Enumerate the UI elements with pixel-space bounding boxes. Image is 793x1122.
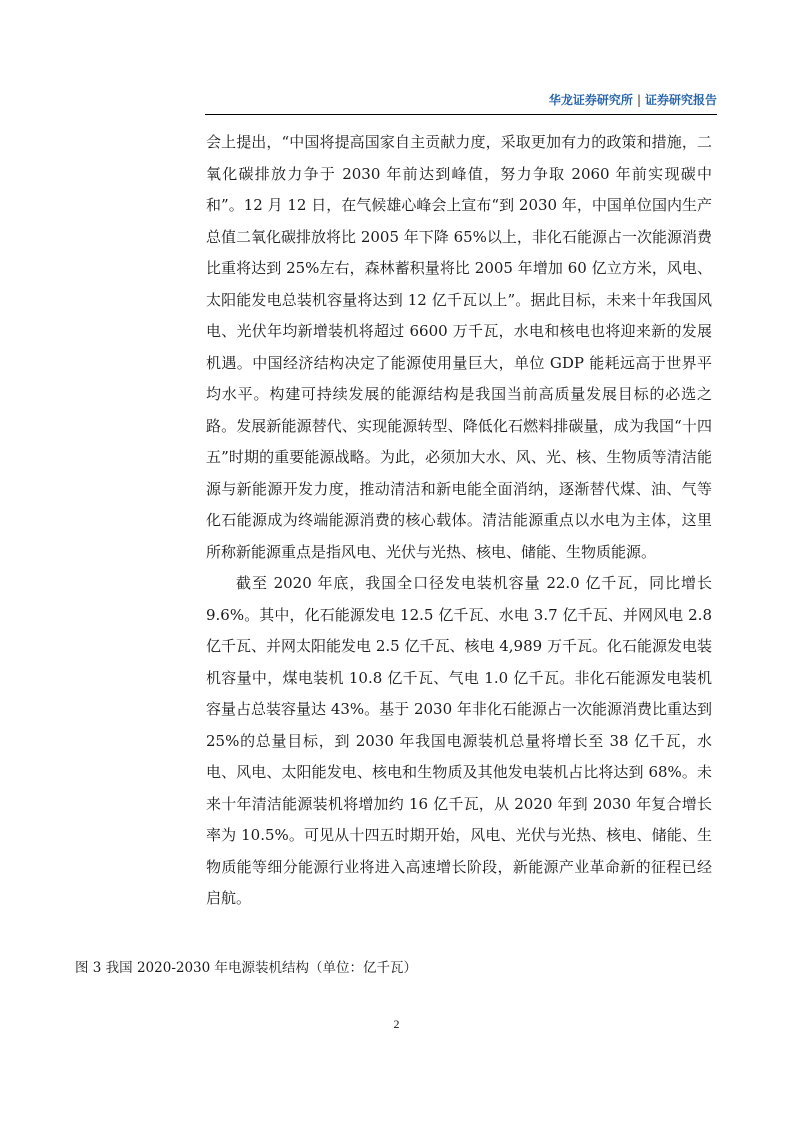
header-org: 华龙证券研究所 xyxy=(548,93,633,107)
header-separator: | xyxy=(636,93,641,107)
body-text xyxy=(206,127,712,915)
header-report-type: 证券研究报告 xyxy=(644,93,717,107)
paragraph-continued: 会上提出，“中国将提高国家自主贡献力度，采取更加有力的政策和措施，二氧化碳排放力争于 2030 年前达到峰值，努力争取 2060 年前实现碳中和”。12 月 12 日，在气候雄心峰会上宣布“到 2030 年，中国单位国内生产总值二氧化碳排放将比 2005 年下降 65%以上，非化石能源占一次能源消费比重将达到 25%左右，森林蓄积量将比 2005 年增加 60 亿立方米，风电、太阳能发电总装机容量将达到 12 亿千瓦以上”。据此目标，未来十年我国风电、光伏年均新增装机将超过 6600 万千瓦，水电和核电也将迎来新的发展机遇。中国经济结构决定了能源使用量巨大，单位 GDP 能耗远高于世界平均水平。构建可持续发展的能源结构是我国当前高质量发展目标的必选之路。发展新能源替代、实现能源转型、降低化石燃料排碳量，成为我国“十四五”时期的重要能源战略。为此，必须加大水、风、光、核、生物质等清洁能源与新能源开发力度，推动清洁和新电能全面消纳，逐渐替代煤、油、气等化石能源成为终端能源消费的核心载体。清洁能源重点以水电为主体，这里所称新能源重点是指风电、光伏与光热、核电、储能、生物质能源。 xyxy=(206,133,712,561)
figure-caption: 图 3 我国 2020-2030 年电源装机结构（单位：亿千瓦） xyxy=(75,960,418,976)
page-number: 2 xyxy=(393,1017,400,1031)
page-header xyxy=(205,92,717,115)
paragraph-capacity: 截至 2020 年底，我国全口径发电装机容量 22.0 亿千瓦，同比增长 9.6%。其中，化石能源发电 12.5 亿千瓦、水电 3.7 亿千瓦、并网风电 2.8 亿千瓦、并网太阳能发电 2.5 亿千瓦、核电 4,989 万千瓦。化石能源发电装机容量中，煤电装机 10.8 亿千瓦、气电 1.0 亿千瓦。非化石能源发电装机容量占总装容量达 43%。基于 2030 年非化石能源占一次能源消费比重达到 25%的总量目标，到 2030 年我国电源装机总量将增长至 38 亿千瓦，水电、风电、太阳能发电、核电和生物质及其他发电装机占比将达到 68%。未来十年清洁能源装机将增加约 16 亿千瓦，从 2020 年到 2030 年复合增长率为 10.5%。可见从十四五时期开始，风电、光伏与光热、核电、储能、生物质能等细分能源行业将进入高速增长阶段，新能源产业革命新的征程已经启航。 xyxy=(206,574,712,907)
